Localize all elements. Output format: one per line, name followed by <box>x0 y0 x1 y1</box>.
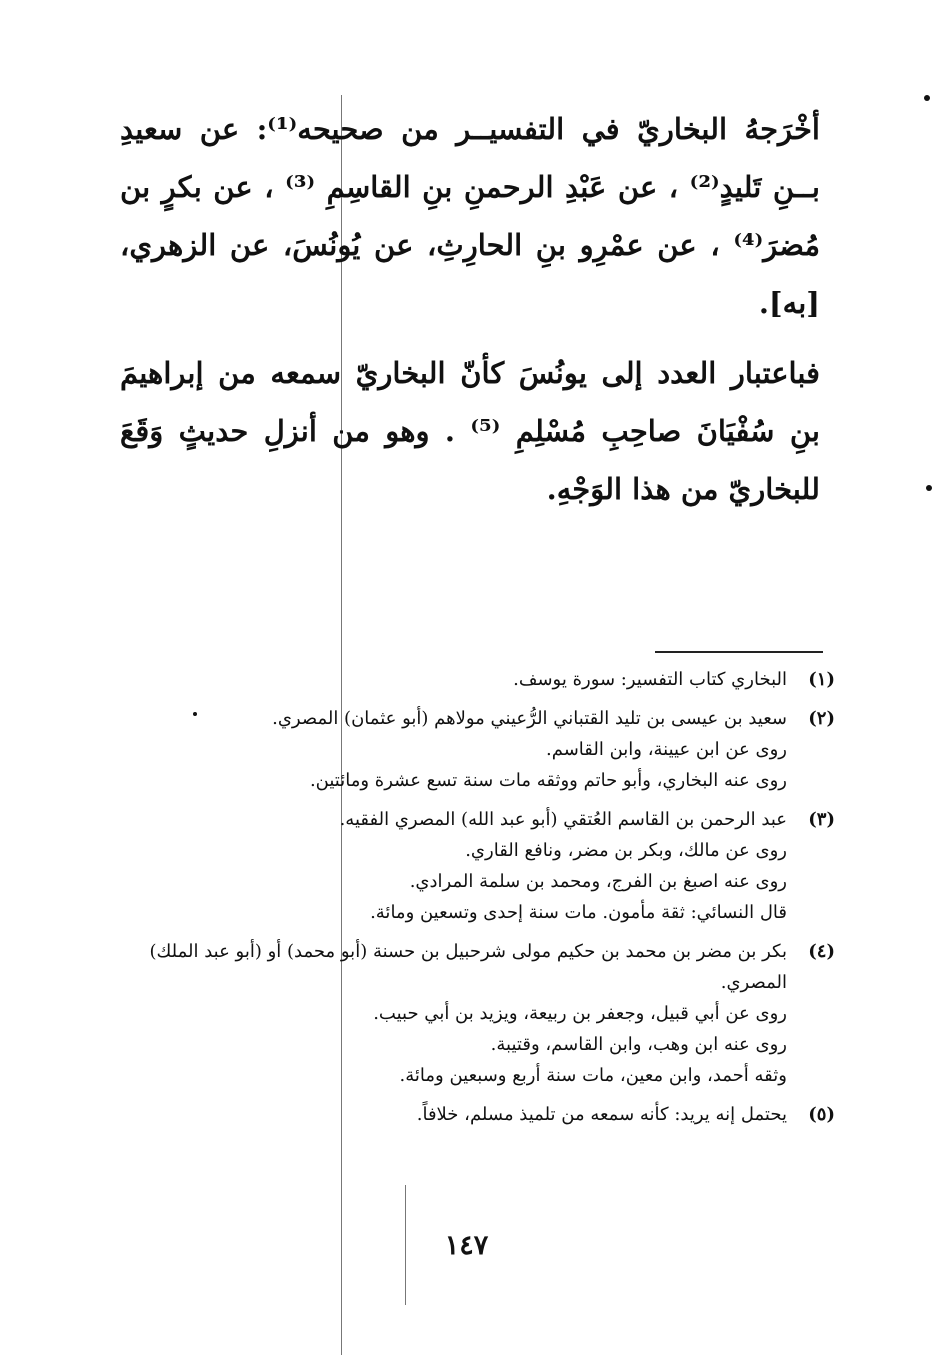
footnote-line: بكر بن مضر بن محمد بن حكيم مولى شرحبيل بن حسنة (أبو محمد) أو (أبو عبد الملك) المصري. <box>149 941 787 993</box>
main-text <box>120 100 820 530</box>
main-paragraph-2: فباعتبار العدد إلى يونُسَ كأنّ البخاريّ سمعه من إبراهيمَ بنِ سُفْيَانَ صاحِبِ مُسْلِمِ ⁽⁵⁾ . وهو من أنزلِ حديثٍ وَقَعَ للبخاريّ من هذا الوَجْهِ. <box>120 356 820 506</box>
footnote-line: روى عنه ابن وهب، وابن القاسم، وقتيبة. <box>490 1034 787 1055</box>
footnote-line: يحتمل إنه يريد: كأنه سمعه من تلميذ مسلم، خلافاً. <box>416 1104 787 1125</box>
footnote-2 <box>130 703 835 796</box>
footnote-number: (١) <box>808 669 835 690</box>
footnote-line: وثقه أحمد، وابن معين، مات سنة أربع وسبعين ومائة. <box>399 1065 787 1086</box>
footnotes <box>130 664 835 1138</box>
footnote-line: قال النسائي: ثقة مأمون. مات سنة إحدى وتسعين ومائة. <box>370 902 787 923</box>
footnote-line: البخاري كتاب التفسير: سورة يوسف. <box>513 669 787 690</box>
footnote-line: روى عن مالك، وبكر بن مضر، ونافع القاري. <box>465 840 787 861</box>
footnote-line: سعيد بن عيسى بن تليد القتباني الرُّعيني مولاهم (أبو عثمان) المصري. <box>272 708 787 729</box>
footnote-5 <box>130 1099 835 1130</box>
scan-speck <box>924 95 930 101</box>
footnote-line: روى عن ابن عيينة، وابن القاسم. <box>546 739 787 760</box>
footnote-line: روى عنه اصبغ بن الفرج، ومحمد بن سلمة المرادي. <box>409 871 787 892</box>
footnote-separator <box>655 651 823 653</box>
footnote-4 <box>130 936 835 1091</box>
footnote-number: (٢) <box>808 708 835 729</box>
footnote-1 <box>130 664 835 695</box>
footnote-number: (٤) <box>808 941 835 962</box>
footnote-3 <box>130 804 835 928</box>
main-paragraph-1: أخْرَجهُ البخاريّ في التفسيــر من صحيحه⁽¹⁾: عن سعيدِ بــنِ تَليدٍ⁽²⁾ ، عن عَبْدِ الرحمنِ بنِ القاسِمِ ⁽³⁾ ، عن بكرٍ بن مُضرَ⁽⁴⁾ ، عن عمْرِو بنِ الحارِثِ، عن يُونُسَ، عن الزهري، [به]. <box>120 112 820 320</box>
scan-speck <box>926 485 932 491</box>
footnote-line: روى عنه البخاري، وأبو حاتم ووثقه مات سنة تسع عشرة ومائتين. <box>309 770 787 791</box>
footnote-line: عبد الرحمن بن القاسم العُتقي (أبو عبد الله) المصري الفقيه. <box>339 809 787 830</box>
footnote-number: (٥) <box>808 1104 835 1125</box>
footnote-line: روى عن أبي قبيل، وجعفر بن ربيعة، ويزيد بن أبي حبيب. <box>373 1003 787 1024</box>
page-number: ١٤٧ <box>444 1230 489 1261</box>
footnote-number: (٣) <box>808 809 835 830</box>
